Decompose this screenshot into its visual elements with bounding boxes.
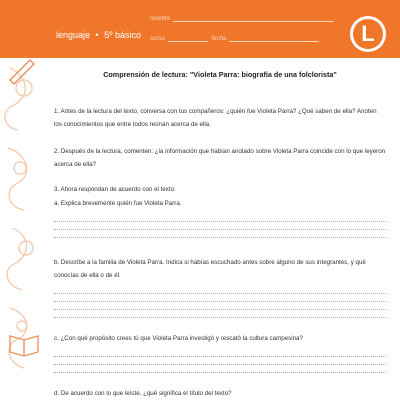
book-icon [10, 336, 38, 356]
course-label: curso [150, 36, 165, 42]
answer-lines-c[interactable] [54, 349, 386, 373]
question-2: 2. Después de la lectura, comenten: ¿la información que habían anotado sobre Violeta Parra coincide con lo que leyeron acerca de ella? [54, 148, 386, 168]
answer-line[interactable] [54, 230, 386, 238]
name-field[interactable] [150, 16, 333, 22]
grade-label: 5º básico [104, 30, 142, 40]
date-line[interactable] [229, 36, 319, 42]
answer-line[interactable] [54, 214, 386, 222]
course-date-field [150, 36, 319, 42]
decorative-swirls [0, 58, 50, 400]
answer-line[interactable] [54, 222, 386, 230]
question-1: 1. Antes de la lectura del texto, conversa con tus compañeros: ¿quién fue Violeta Parra? ¿Qué saben de ella? Anoten los conocimientos que entre todos reúnan acerca de ella. [54, 108, 377, 128]
student-fields [150, 14, 340, 54]
worksheet-title: Comprensión de lectura: "Violeta Parra: biografía de una folclorista" [103, 70, 337, 79]
answer-line[interactable] [54, 294, 386, 302]
answer-line[interactable] [54, 349, 386, 357]
question-a: a. Explica brevemente quién fue Violeta Parra. [54, 200, 182, 207]
answer-line[interactable] [54, 286, 386, 294]
answer-line[interactable] [54, 310, 386, 318]
subject-label [56, 30, 141, 40]
question-d: d. De acuerdo con lo que leíste, ¿qué significa el título del texto? [54, 390, 232, 397]
name-label: nombre [150, 16, 171, 22]
answer-lines-a[interactable] [54, 214, 386, 238]
logo-letter: L [353, 19, 383, 49]
worksheet-content [54, 70, 386, 400]
answer-line[interactable] [54, 357, 386, 365]
answer-line[interactable] [54, 365, 386, 373]
subject-bullet: • [95, 30, 99, 40]
answer-lines-b[interactable] [54, 286, 386, 318]
question-3: 3. Ahora respondan de acuerdo con el texto: [54, 186, 176, 193]
name-line[interactable] [173, 16, 333, 22]
subject-name: lenguaje [56, 30, 91, 40]
course-line[interactable] [168, 36, 208, 42]
subject-logo [350, 16, 386, 52]
question-c: c. ¿Con qué propósito crees tú que Violeta Parra investigó y rescató la cultura campesina? [54, 335, 303, 342]
question-b: b. Describe a la familia de Violeta Parra. Indica si habías escuchado antes sobre alguno de sus integrantes, y qué conocías de ella o de él. [54, 259, 366, 279]
header-bar [0, 0, 400, 58]
date-label: fecha [211, 36, 227, 42]
answer-line[interactable] [54, 302, 386, 310]
